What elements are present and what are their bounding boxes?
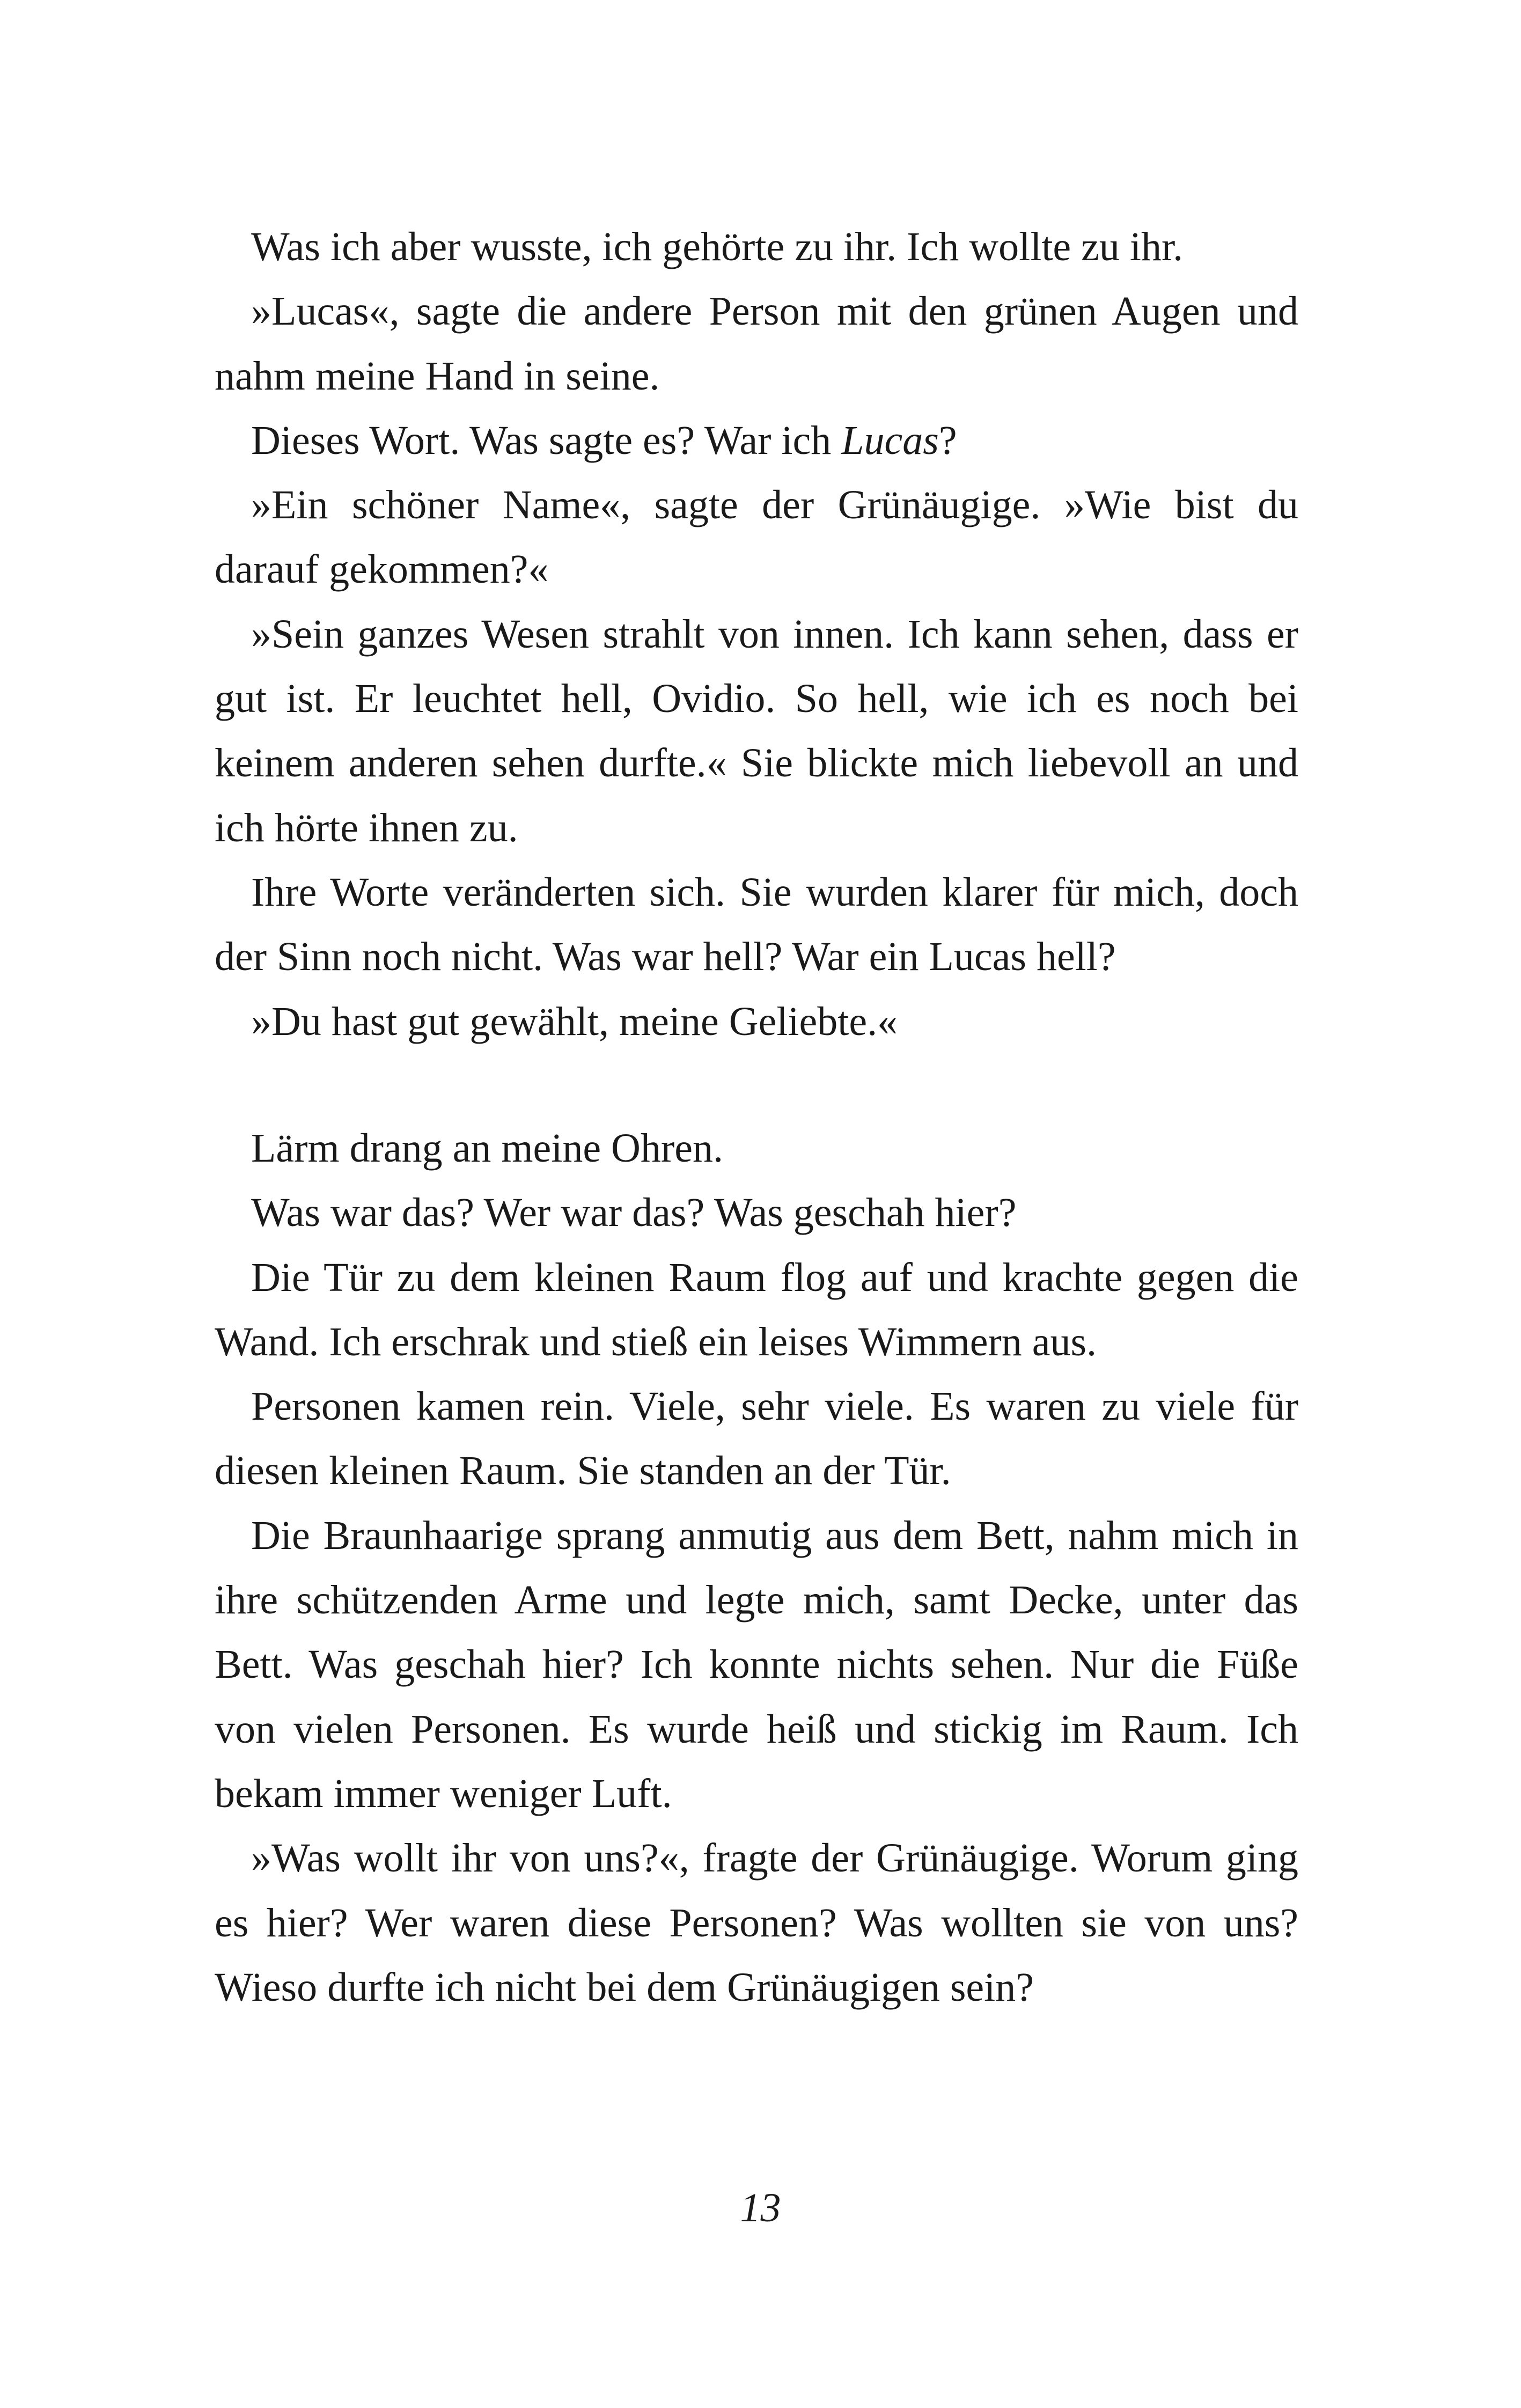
paragraph: »Sein ganzes Wesen strahlt von innen. Ich kann sehen, dass er gut ist. Er leuchtet hell, Ovidio. So hell, wie ich es noch bei keinem anderen sehen durfte.« Sie blickte mich liebevoll an und ich hörte ihnen zu. [215,611,1298,850]
paragraph: »Du hast gut gewählt, meine Geliebte.« [251,999,898,1044]
paragraph: »Lucas«, sagte die andere Person mit den grünen Augen und nahm meine Hand in seine. [215,289,1298,399]
paragraph-text: Dieses Wort. Was sagte es? War ich [251,417,842,463]
text-section-2 [215,1116,1298,2020]
paragraph [215,408,1298,473]
paragraph: »Ein schöner Name«, sagte der Grünäugige. »Wie bist du darauf gekommen?« [215,482,1298,592]
italic-name: Lucas [841,417,939,463]
paragraph: Die Braunhaarige sprang anmutig aus dem Bett, nahm mich in ihre schützenden Arme und legte mich, samt Decke, unter das Bett. Was geschah hier? Ich konnte nichts sehen. Nur die Füße von vielen Personen. Es wurde heiß und stickig im Raum. Ich bekam immer weniger Luft. [215,1513,1298,1816]
text-section-1 [215,215,1298,1054]
paragraph: Personen kamen rein. Viele, sehr viele. Es waren zu viele für diesen kleinen Raum. Sie standen an der Tür. [215,1384,1298,1494]
paragraph: Was ich aber wusste, ich gehörte zu ihr. Ich wollte zu ihr. [251,224,1184,269]
page-number: 13 [740,2185,781,2230]
paragraph: »Was wollt ihr von uns?«, fragte der Grünäugige. Worum ging es hier? Wer waren diese Personen? Was wollten sie von uns? Wieso durfte ich nicht bei dem Grünäugigen sein? [215,1836,1298,2010]
paragraph: Lärm drang an meine Ohren. [251,1126,723,1171]
paragraph: Was war das? Wer war das? Was geschah hier? [251,1190,1017,1236]
paragraph-text: ? [938,417,957,463]
paragraph: Ihre Worte veränderten sich. Sie wurden klarer für mich, doch der Sinn noch nicht. Was war hell? War ein Lucas hell? [215,869,1298,980]
paragraph: Die Tür zu dem kleinen Raum flog auf und krachte gegen die Wand. Ich erschrak und stieß ein leises Wimmern aus. [215,1254,1298,1364]
